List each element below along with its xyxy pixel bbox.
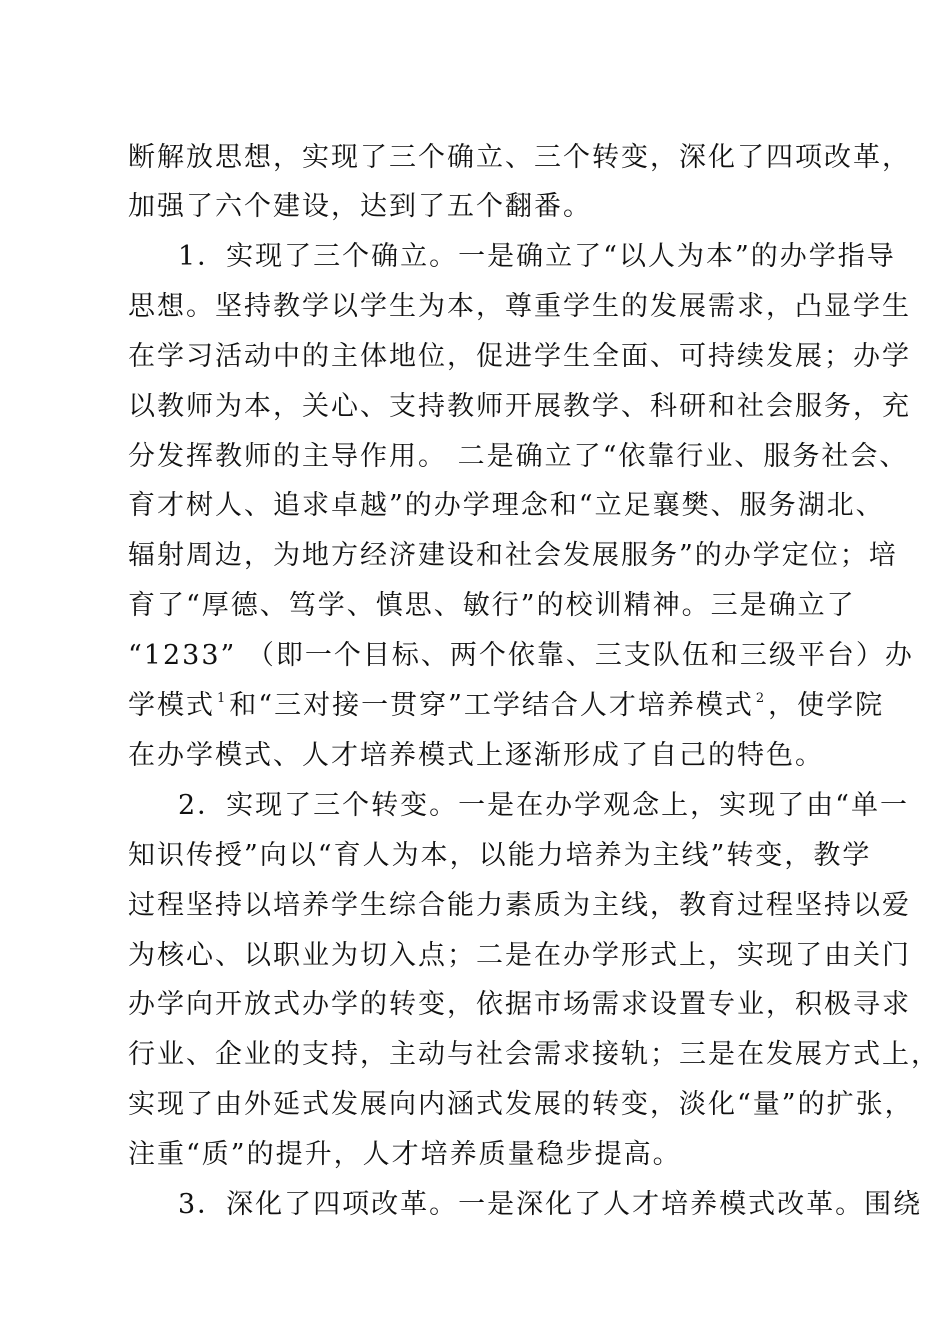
footnote-marker: 2 bbox=[755, 691, 767, 706]
text-line: 加强了六个建设，达到了五个翻番。 bbox=[128, 191, 592, 222]
text-line: 注重“质”的提升，人才培养质量稳步提高。 bbox=[128, 1139, 682, 1170]
text-line: 育了“厚德、笃学、慎思、敏行”的校训精神。三是确立了 bbox=[128, 590, 856, 621]
text-line: 为核心、以职业为切入点；二是在办学形式上，实现了由关门 bbox=[128, 940, 911, 971]
text-line: 育才树人、追求卓越”的办学理念和“立足襄樊、服务湖北、 bbox=[128, 490, 885, 521]
text-line: 在办学模式、人才培养模式上逐渐形成了自己的特色。 bbox=[128, 740, 824, 771]
text-line: 行业、企业的支持，主动与社会需求接轨；三是在发展方式上， bbox=[128, 1039, 940, 1070]
text-line: 过程坚持以培养学生综合能力素质为主线，教育过程坚持以爱 bbox=[128, 890, 911, 921]
text-line: 以教师为本，关心、支持教师开展教学、科研和社会服务，充 bbox=[128, 391, 911, 422]
text-line: 知识传授”向以“育人为本，以能力培养为主线”转变，教学 bbox=[128, 840, 872, 871]
text-line: 分发挥教师的主导作用。 二是确立了“依靠行业、服务社会、 bbox=[128, 441, 909, 472]
section-heading-line: 3．深化了四项改革。一是深化了人才培养模式改革。围绕 bbox=[178, 1189, 923, 1220]
text-line: 办学向开放式办学的转变，依据市场需求设置专业，积极寻求 bbox=[128, 989, 911, 1020]
text-segment: ，使学院 bbox=[768, 690, 885, 721]
text-line: 思想。坚持教学以学生为本，尊重学生的发展需求，凸显学生 bbox=[128, 291, 911, 322]
footnote-marker: 1 bbox=[217, 691, 228, 706]
text-line: 辐射周边，为地方经济建设和社会发展服务”的办学定位；培 bbox=[128, 540, 898, 571]
text-line: 断解放思想，实现了三个确立、三个转变，深化了四项改革， bbox=[128, 142, 911, 173]
section-heading-line: 2．实现了三个转变。一是在办学观念上，实现了由“单一 bbox=[178, 790, 909, 821]
text-line: “1233” （即一个目标、两个依靠、三支队伍和三级平台）办 bbox=[128, 640, 914, 671]
text-line: 实现了由外延式发展向内涵式发展的转变，淡化“量”的扩张， bbox=[128, 1089, 914, 1120]
text-segment: 学模式 bbox=[128, 690, 215, 721]
section-heading-line: 1．实现了三个确立。一是确立了“以人为本”的办学指导 bbox=[178, 241, 896, 272]
text-line-with-footnotes bbox=[128, 689, 884, 723]
text-segment: 和“三对接一贯穿”工学结合人才培养模式 bbox=[229, 690, 754, 721]
text-line: 在学习活动中的主体地位，促进学生全面、可持续发展；办学 bbox=[128, 341, 911, 372]
